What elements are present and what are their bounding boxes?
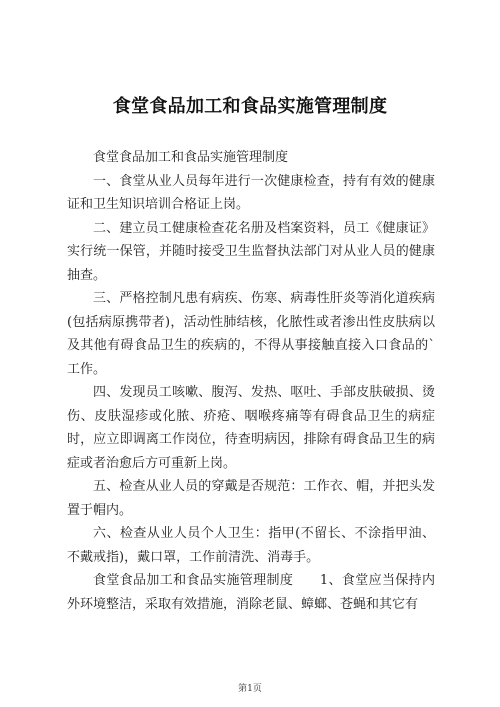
paragraph-item-3: 三、严格控制凡患有病疾、伤寒、病毒性肝炎等消化道疾病(包括病原携带者)，活动性肺结核，化脓性或者渗出性皮肤病以及其他有碍食品卫生的疾病的，不得从事接触直接入口食品的`工作。 <box>67 291 435 377</box>
document-body <box>67 146 435 616</box>
paragraph-item-1: 一、食堂从业人员每年进行一次健康检查，持有有效的健康证和卫生知识培训合格证上岗。 <box>67 173 435 212</box>
paragraph-heading: 食堂食品加工和食品实施管理制度 <box>93 150 289 165</box>
page-number: 第1页 <box>238 684 262 694</box>
paragraph-item-2: 二、建立员工健康检查花名册及档案资料，员工《健康证》实行统一保管，并随时接受卫生监督执法部门对从业人员的健康抽查。 <box>67 220 435 283</box>
document-title: 食堂食品加工和食品实施管理制度 <box>112 96 388 117</box>
paragraph-item-4: 四、发现员工咳嗽、腹泻、发热、呕吐、手部皮肤破损、烫伤、皮肤湿疹或化脓、疥疮、咽喉疼痛等有碍食品卫生的病症时，应立即调离工作岗位，待查明病因，排除有碍食品卫生的病症或者治愈后方可重新上岗。 <box>67 385 435 471</box>
paragraph-item-5: 五、检查从业人员的穿戴是否规范：工作衣、帽，并把头发置于帽内。 <box>67 479 435 518</box>
paragraph-item-6: 六、检查从业人员个人卫生：指甲(不留长、不涂指甲油、不戴戒指)，戴口罩，工作前清洗、消毒手。 <box>67 526 435 565</box>
paragraph-continuation: 食堂食品加工和食品实施管理制度 1、食堂应当保持内外环境整洁，采取有效措施，消除老鼠、蟑螂、苍蝇和其它有 <box>67 573 435 612</box>
